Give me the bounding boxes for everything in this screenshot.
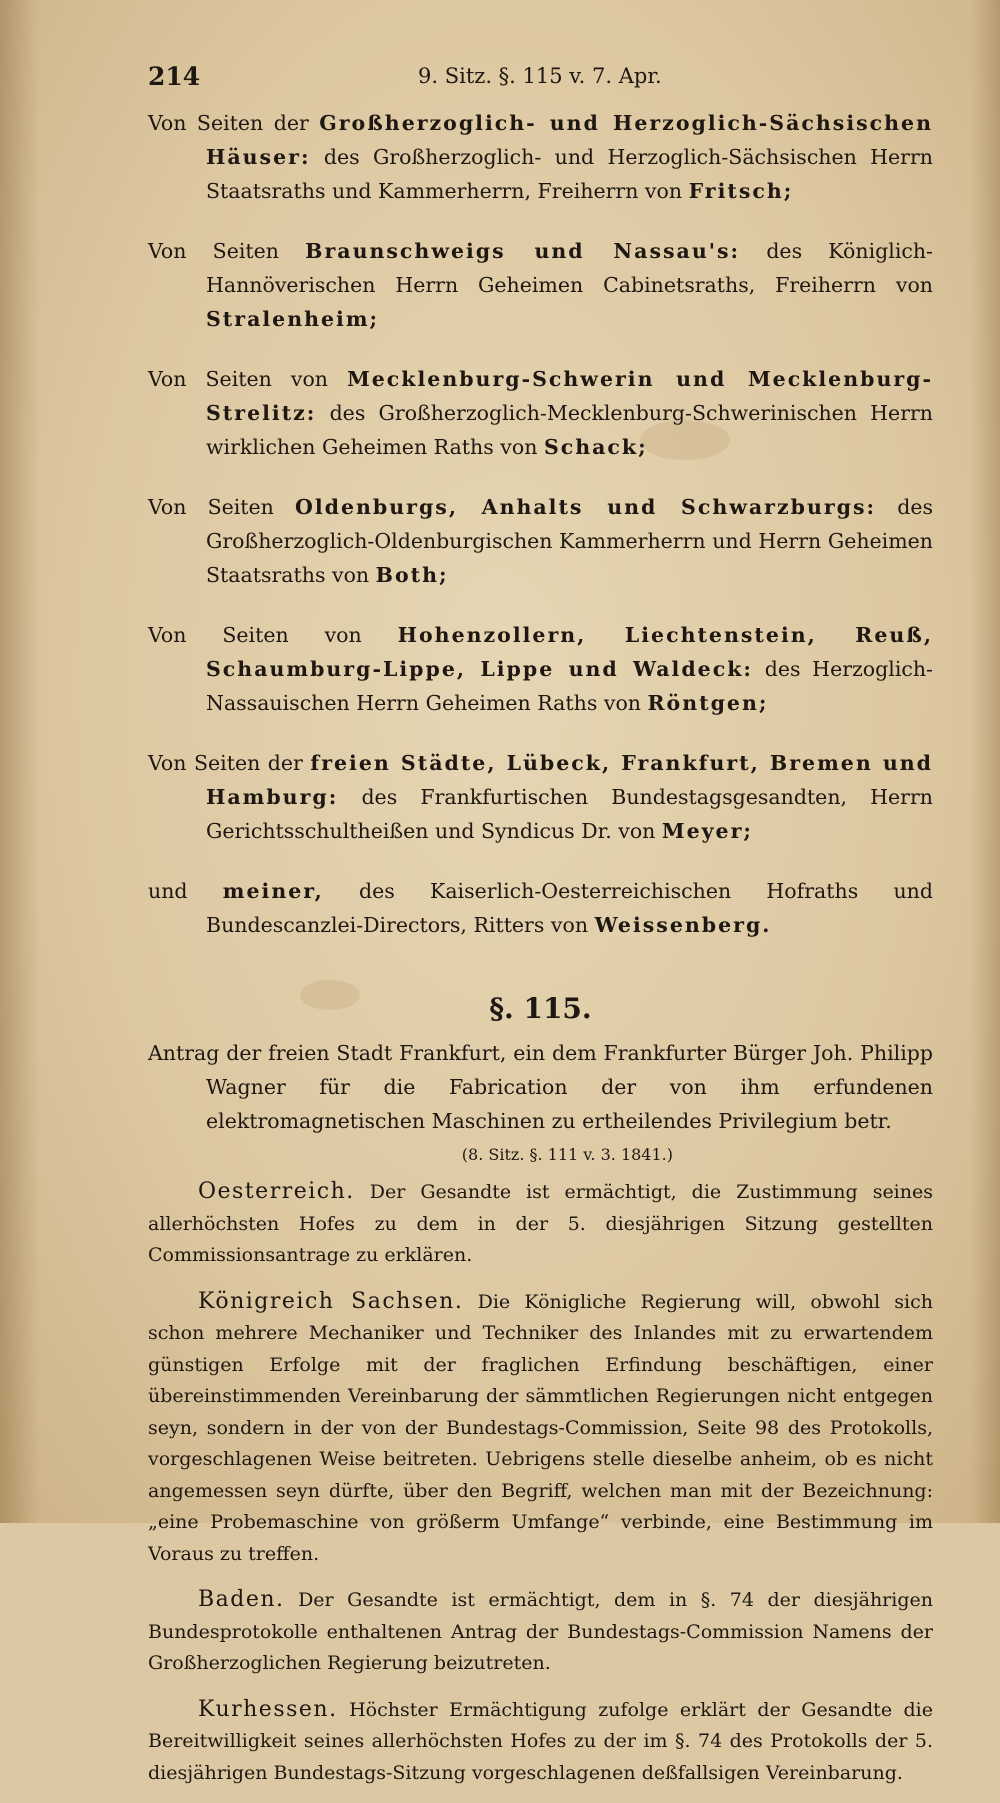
delegate-entry	[148, 490, 933, 592]
page-header	[148, 62, 928, 98]
page-shadow-right	[970, 0, 1000, 1523]
statement-text: Der Gesandte ist ermächtigt, die Zustimmung seines allerhöchsten Hofes zu dem in der 5. diesjährigen Sitzung gestellten Commissionsantrage zu erklären.	[148, 1181, 933, 1266]
delegate-entry	[148, 618, 933, 720]
entry-name: Fritsch;	[688, 179, 794, 203]
section-heading: §. 115.	[489, 992, 592, 1025]
delegate-entry	[148, 234, 933, 336]
entry-text: des Großherzoglich- und Herzoglich-Sächsischen Herrn Staatsraths und Kammerherrn, Freiherrn von	[206, 145, 933, 203]
state-statement	[148, 1694, 933, 1790]
entry-text: des Frankfurtischen Bundestagsgesandten, Herrn Gerichtsschultheißen und Syndicus Dr. von	[206, 785, 933, 843]
entry-name: Weissenberg.	[594, 913, 772, 937]
delegate-entry	[148, 874, 933, 942]
delegate-entry	[148, 362, 933, 464]
state-statement	[148, 1176, 933, 1272]
state-statement	[148, 1286, 933, 1571]
entry-intro: Von Seiten von	[148, 623, 362, 647]
entry-party: Mecklenburg-Schwerin und Mecklenburg-Strelitz:	[206, 367, 933, 425]
delegate-entry	[148, 106, 933, 208]
entry-party: Braunschweigs und Nassau's:	[305, 239, 741, 263]
entry-text: des Großherzoglich-Oldenburgischen Kammerherrn und Herrn Geheimen Staatsraths von	[206, 495, 933, 587]
state-name: Königreich Sachsen.	[198, 1288, 464, 1314]
statement-text: Höchster Ermächtigung zufolge erklärt der Gesandte die Bereitwilligkeit seines allerhöchsten Hofes zu der im §. 74 des Protokolls der 5. diesjährigen Bundestags-Sitzung vorgeschlagenen deßfallsigen Vereinbarung.	[148, 1698, 934, 1784]
state-name: Kurhessen.	[198, 1696, 338, 1722]
entry-text: des Herzoglich-Nassauischen Herrn Geheimen Raths von	[206, 657, 933, 715]
entry-party: Oldenburgs, Anhalts und Schwarzburgs:	[294, 495, 877, 519]
entry-name: Both;	[375, 563, 449, 587]
entry-text: des Großherzoglich-Mecklenburg-Schwerinischen Herrn wirklichen Geheimen Raths von	[206, 401, 933, 459]
statement-text: Der Gesandte ist ermächtigt, dem in §. 74 der diesjährigen Bundesprotokolle enthaltenen Antrag der Bundestags-Commission Namens der Großherzoglichen Regierung beizutreten.	[148, 1589, 933, 1674]
state-name: Oesterreich.	[198, 1179, 355, 1204]
page-shadow-left	[0, 0, 40, 1523]
entry-intro: Von Seiten der	[148, 751, 303, 775]
entry-name: Schack;	[543, 435, 648, 459]
entry-intro: Von Seiten von	[148, 367, 328, 391]
entry-name: Stralenheim;	[206, 307, 380, 331]
entry-text: des Königlich-Hannöverischen Herrn Geheimen Cabinetsraths, Freiherrn von	[206, 239, 933, 297]
state-statement	[148, 1584, 933, 1680]
entry-text: des Kaiserlich-Oesterreichischen Hofraths und Bundescanzlei-Directors, Ritters von	[206, 879, 933, 937]
entry-intro: Von Seiten	[148, 495, 274, 519]
entry-party: meiner,	[222, 879, 324, 903]
entry-party: Großherzoglich- und Herzoglich-Sächsischen Häuser:	[206, 111, 933, 169]
entry-intro: Von Seiten der	[148, 111, 309, 135]
entry-party: Hohenzollern, Liechtenstein, Reuß, Schaumburg-Lippe, Lippe und Waldeck:	[206, 623, 933, 681]
entry-intro: und	[148, 879, 188, 903]
statement-text: Die Königliche Regierung will, obwohl sich schon mehrere Mechaniker und Techniker des Inlandes mit zu erwartendem günstigen Erfolge mit der fraglichen Erfindung beschäftigen, einer übereinstimmenden Vereinbarung der sämmtlichen Regierungen nicht entgegen seyn, sondern in der von der Bundestags-Commission, Seite 98 des Protokolls, vorgeschlagenen Weise beitreten. Uebrigens stelle dieselbe anheim, ob es nicht angemessen seyn dürfte, über den Begriff, welchen man mit der Bezeichnung: „eine Probemaschine von größerm Umfange“ verbinde, eine Bestimmung im Voraus zu treffen.	[148, 1290, 934, 1565]
section-reference: (8. Sitz. §. 111 v. 3. 1841.)	[461, 1145, 673, 1164]
entry-party: freien Städte, Lübeck, Frankfurt, Bremen und Hamburg:	[206, 751, 933, 809]
entry-name: Meyer;	[661, 819, 753, 843]
page-number: 214	[148, 62, 201, 91]
running-head: 9. Sitz. §. 115 v. 7. Apr.	[418, 64, 662, 88]
page-body	[148, 106, 933, 1803]
section-subject: Antrag der freien Stadt Frankfurt, ein dem Frankfurter Bürger Joh. Philipp Wagner für die Fabrication der von ihm erfundenen elektromagnetischen Maschinen zu ertheilendes Privilegium betr.	[148, 1041, 933, 1133]
entry-intro: Von Seiten	[148, 239, 279, 263]
state-name: Baden.	[198, 1587, 285, 1612]
entry-name: Röntgen;	[647, 691, 769, 715]
delegate-entry	[148, 746, 933, 848]
